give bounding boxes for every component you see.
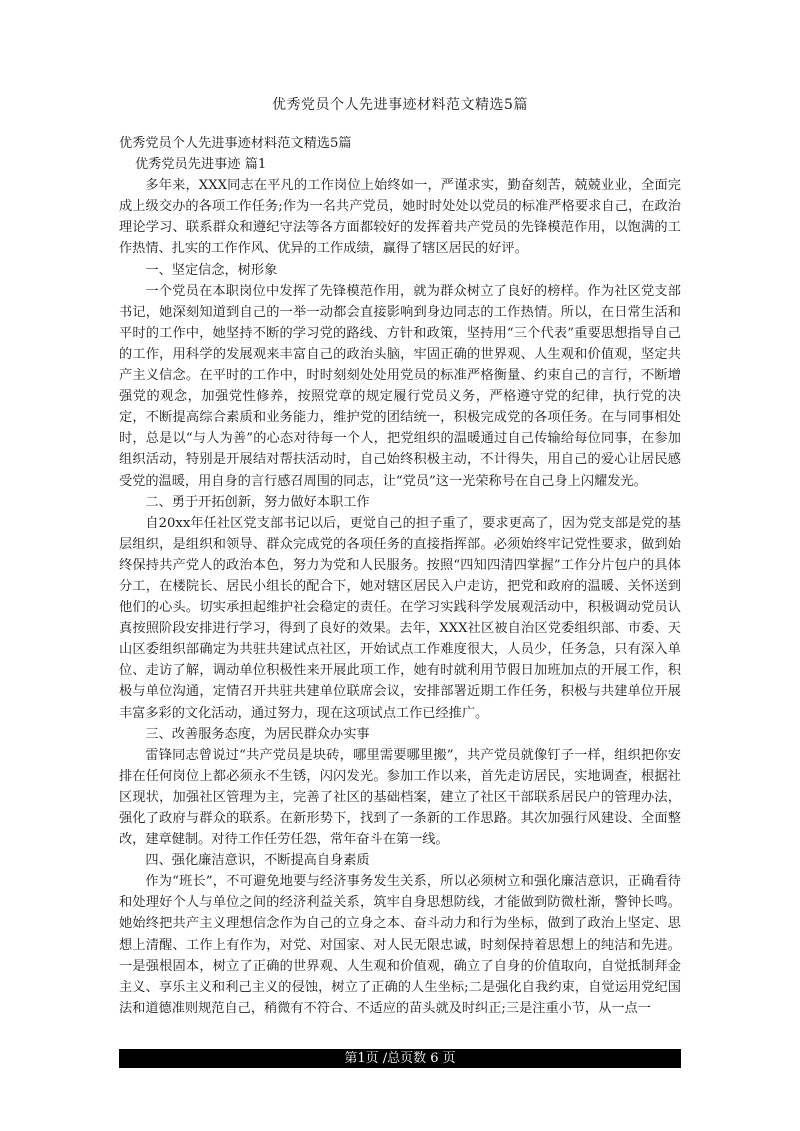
document-title: 优秀党员个人先进事迹材料范文精选5篇 [119, 136, 352, 151]
section-body-4: 作为“班长”，不可避免地要与经济事务发生关系，所以必须树立和强化廉洁意识，正确看待和处理好个人与单位之间的经济利益关系，筑牢自身思想防线，才能做到防微杜渐，警钟长鸣。她始终把共产主义理想信念作为自己的立身之本、奋斗动力和行为坐标，做到了政治上坚定、思想上清醒、工作上有作为，对党、对国家、对人民无限忠诚，时刻保持着思想上的纯洁和先进。一是强根固本，树立了正确的世界观、人生观和价值观，确立了自身的价值取向，自觉抵制拜金主义、享乐主义和利己主义的侵蚀，树立了正确的人生坐标;二是强化自我约束，自觉运用党纪国法和道德准则规范自己，稍微有不符合、不适应的苗头就及时纠正;三是注重小节，从一点一 [119, 874, 681, 1016]
article-title: 优秀党员先进事迹 篇1 [135, 157, 267, 173]
section-body-3: 雷锋同志曾说过“共产党员是块砖，哪里需要哪里搬”，共产党员就像钉子一样，组织把你安排在任何岗位上都必须永不生锈，闪闪发光。参加工作以来，首先走访居民，实地调查，根据社区现状，加强社区管理为主，完善了社区的基础档案，建立了社区干部联系居民户的管理办法，强化了政府与群众的联系。在新形势下，找到了一条新的工作思路。其次加强行风建设、全面整改，建章健制。对待工作任劳任怨，常年奋斗在第一线。 [119, 747, 681, 848]
section-heading-3: 三、改善服务态度，为居民群众办实事 [145, 726, 370, 742]
section-heading-4: 四、强化廉洁意识，不断提高自身素质 [145, 853, 370, 869]
intro-paragraph: 多年来，XXX同志在平凡的工作岗位上始终如一，严谨求实，勤奋刻苦，兢兢业业，全面完成上级交办的各项工作任务;作为一名共产党员，她时时处处以党员的标准严格要求自己，在政治理论学习、联系群众和遵纪守法等各方面都较好的发挥着共产党员的先锋模范作用，以饱满的工作热情、扎实的工作作风、优异的工作成绩，赢得了辖区居民的好评。 [119, 178, 681, 257]
page-header-title: 优秀党员个人先进事迹材料范文精选5篇 [272, 97, 528, 113]
page-number-footer: 第1页 /总页数 6 页 [119, 1049, 681, 1068]
section-body-2: 自20xx年任社区党支部书记以后，更觉自己的担子重了，要求更高了，因为党支部是党的基层组织，是组织和领导、群众完成党的各项任务的直接指挥部。必须始终牢记党性要求，做到始终保持共产党人的政治本色，努力为党和人民服务。按照“四知四清四掌握”工作分片包户的具体分工，在楼院长、居民小组长的配合下，她对辖区居民入户走访，把党和政府的温暖、关怀送到他们的心头。切实承担起维护社会稳定的责任。在学习实践科学发展观活动中，积极调动党员认真按照阶段安排进行学习，得到了良好的效果。去年，XXX社区被自治区党委组织部、市委、天山区委组织部确定为共驻共建试点社区，开始试点工作难度很大，人员少，任务急，只有深入单位、走访了解，调动单位积极性来开展此项工作，她有时就利用节假日加班加点的开展工作，积极与单位沟通，定情召开共驻共建单位联席会议，安排部署近期工作任务，积极与共建单位开展丰富多彩的文化活动，通过努力，现在这项试点工作已经推广。 [119, 515, 681, 721]
section-heading-2: 二、勇于开拓创新，努力做好本职工作 [145, 494, 370, 510]
section-body-1: 一个党员在本职岗位中发挥了先锋模范作用，就为群众树立了良好的榜样。作为社区党支部书记，她深刻知道到自己的一举一动都会直接影响到身边同志的工作热情。所以，在日常生活和平时的工作中，她坚持不断的学习党的路线、方针和政策，坚持用“三个代表”重要思想指导自己的工作，用科学的发展观来丰富自己的政治头脑，牢固正确的世界观、人生观和价值观，坚定共产主义信念。在平时的工作中，时时刻刻处处用党员的标准严格衡量、约束自己的言行，不断增强党的观念，加强党性修养，按照党章的规定履行党员义务，严格遵守党的纪律，执行党的决定，不断提高综合素质和业务能力，维护党的团结统一，积极完成党的各项任务。在与同事相处时，总是以“与人为善”的心态对待每一个人，把党组织的温暖通过自己传输给每位同事，在参加组织活动，特别是开展结对帮扶活动时，自己始终积极主动，不计得失，用自己的爱心让居民感受党的温暖，用自身的言行感召周围的同志，让“党员”这一光荣称号在自己身上闪耀发光。 [119, 283, 681, 489]
document-body [119, 133, 681, 1019]
section-heading-1: 一、坚定信念，树形象 [145, 262, 278, 278]
